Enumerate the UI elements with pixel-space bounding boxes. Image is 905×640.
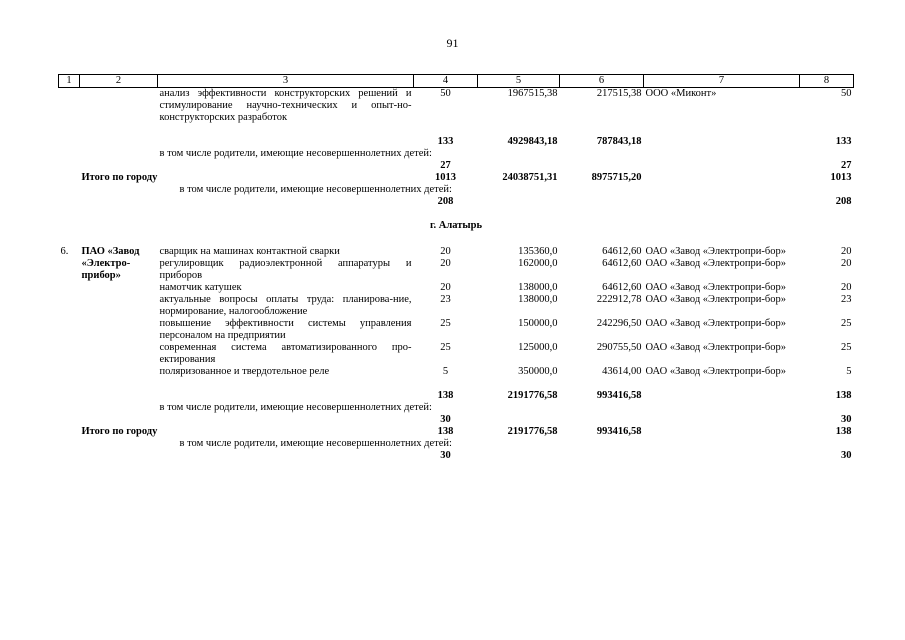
table-row	[59, 342, 854, 366]
cost-total-cell: 138000,0	[518, 282, 558, 293]
provider-cell: ОАО «Завод «Электропри-бор»	[645, 282, 786, 293]
cost-total-cell: 350000,0	[518, 366, 558, 377]
parents-note: в том числе родители, имеющие несовершеннолетних детей:	[179, 184, 452, 195]
city-heading-row	[59, 208, 854, 246]
trained-cell: 20	[841, 258, 852, 269]
parents-note-row	[59, 402, 854, 414]
subtotal-trained: 133	[835, 136, 852, 147]
city-total-cost-budget: 993416,58	[596, 426, 642, 437]
parents-count-row	[59, 450, 854, 462]
parents-participants: 30	[440, 414, 451, 425]
column-header: 2	[80, 75, 158, 88]
participants-cell: 20	[440, 282, 451, 293]
course-name: актуальные вопросы оплаты труда: планирова-ние, нормирование, налогообложение	[159, 294, 412, 317]
table-row	[59, 258, 854, 282]
course-name: регулировщик радиоэлектронной аппаратуры и приборов	[159, 258, 412, 281]
participants-cell: 25	[440, 342, 451, 353]
cost-total-cell: 1967515,38	[507, 88, 558, 99]
provider-cell: ОАО «Завод «Электропри-бор»	[645, 366, 786, 377]
course-name: поляризованное и твердотельное реле	[159, 366, 330, 377]
participants-cell: 23	[440, 294, 451, 305]
cost-total-cell: 135360,0	[518, 246, 558, 257]
provider-cell: ОАО «Завод «Электропри-бор»	[645, 318, 786, 329]
table-row	[59, 318, 854, 342]
parents-trained: 30	[841, 414, 852, 425]
city-heading: г. Алатырь	[429, 220, 483, 231]
subtotal-row	[59, 390, 854, 402]
city-total-label: Итого по городу	[81, 172, 158, 183]
parents-participants: 27	[440, 160, 451, 171]
cost-budget-cell: 217515,38	[596, 88, 642, 99]
provider-cell: ОАО «Завод «Электропри-бор»	[645, 246, 786, 257]
parents-count-row	[59, 196, 854, 208]
trained-cell: 50	[841, 88, 852, 99]
trained-cell: 20	[841, 246, 852, 257]
city-total-cost-budget: 8975715,20	[591, 172, 642, 183]
column-header: 5	[478, 75, 560, 88]
participants-cell: 25	[440, 318, 451, 329]
column-header: 1	[59, 75, 80, 88]
city-total-participants: 138	[437, 426, 454, 437]
column-number-header-row	[59, 75, 854, 88]
participants-cell: 5	[442, 366, 449, 377]
cost-total-cell: 150000,0	[518, 318, 558, 329]
table-row	[59, 294, 854, 318]
course-name: анализ эффективности конструкторских решений и стимулирование научно-технических и опыт-но-конструкторских разработок	[159, 88, 412, 123]
participants-cell: 50	[440, 88, 451, 99]
cost-budget-cell: 290755,50	[596, 342, 642, 353]
subtotal-row	[59, 136, 854, 148]
city-total-row	[59, 426, 854, 438]
table-row	[59, 246, 854, 258]
column-header: 7	[644, 75, 800, 88]
participants-cell: 20	[440, 258, 451, 269]
trained-cell: 25	[841, 318, 852, 329]
column-header: 4	[414, 75, 478, 88]
page-number: 91	[446, 36, 459, 50]
parents-note: в том числе родители, имеющие несовершеннолетних детей:	[159, 402, 432, 413]
city-total-cost-total: 24038751,31	[502, 172, 558, 183]
cost-budget-cell: 43614,00	[602, 366, 642, 377]
cost-budget-cell: 242296,50	[596, 318, 642, 329]
trained-cell: 25	[841, 342, 852, 353]
cost-budget-cell: 64612,60	[602, 282, 642, 293]
provider-cell: ОАО «Завод «Электропри-бор»	[645, 342, 786, 353]
subtotal-participants: 138	[437, 390, 454, 401]
provider-cell: ООО «Миконт»	[645, 88, 717, 99]
subtotal-trained: 138	[835, 390, 852, 401]
parents-note: в том числе родители, имеющие несовершеннолетних детей:	[179, 438, 452, 449]
column-header: 3	[158, 75, 414, 88]
trained-cell: 23	[841, 294, 852, 305]
provider-cell: ОАО «Завод «Электропри-бор»	[645, 294, 786, 305]
city-total-cost-total: 2191776,58	[507, 426, 558, 437]
org-index: 6.	[60, 246, 69, 257]
column-header: 6	[560, 75, 644, 88]
column-header: 8	[800, 75, 854, 88]
parents-participants: 208	[437, 196, 454, 207]
course-name: повышение эффективности системы управления персоналом на предприятии	[159, 318, 412, 341]
table-row	[59, 366, 854, 378]
city-total-participants: 1013	[435, 172, 456, 183]
subtotal-cost-budget: 993416,58	[596, 390, 642, 401]
parents-note-row	[59, 438, 854, 450]
course-name: намотчик катушек	[159, 282, 242, 293]
course-name: сварщик на машинах контактной сварки	[159, 246, 340, 257]
city-total-row	[59, 172, 854, 184]
city-total-trained: 1013	[830, 172, 852, 183]
subtotal-cost-budget: 787843,18	[596, 136, 642, 147]
subtotal-cost-total: 4929843,18	[507, 136, 558, 147]
cost-total-cell: 162000,0	[518, 258, 558, 269]
parents-count-row	[59, 414, 854, 426]
cost-total-cell: 125000,0	[518, 342, 558, 353]
parents-trained: 27	[841, 160, 852, 171]
cost-budget-cell: 222912,78	[596, 294, 642, 305]
parents-note-row	[59, 148, 854, 160]
parents-note-row	[59, 184, 854, 196]
participants-cell: 20	[440, 246, 451, 257]
city-total-trained: 138	[835, 426, 852, 437]
cost-budget-cell: 64612,60	[602, 246, 642, 257]
cost-budget-cell: 64612,60	[602, 258, 642, 269]
parents-trained: 30	[841, 450, 852, 461]
trained-cell: 20	[841, 282, 852, 293]
city-total-label: Итого по городу	[81, 426, 158, 437]
subtotal-participants: 133	[437, 136, 454, 147]
course-name: современная система автоматизированного про-ектирования	[159, 342, 412, 365]
table-row	[59, 88, 854, 125]
trained-cell: 5	[846, 366, 852, 377]
parents-note: в том числе родители, имеющие несовершеннолетних детей:	[159, 148, 432, 159]
parents-trained: 208	[835, 196, 852, 207]
parents-count-row	[59, 160, 854, 172]
org-name: ПАО «Завод «Электро-прибор»	[81, 246, 140, 281]
parents-participants: 30	[440, 450, 451, 461]
provider-cell: ОАО «Завод «Электропри-бор»	[645, 258, 786, 269]
cost-total-cell: 138000,0	[518, 294, 558, 305]
table-row	[59, 282, 854, 294]
report-table	[58, 74, 854, 462]
subtotal-cost-total: 2191776,58	[507, 390, 558, 401]
